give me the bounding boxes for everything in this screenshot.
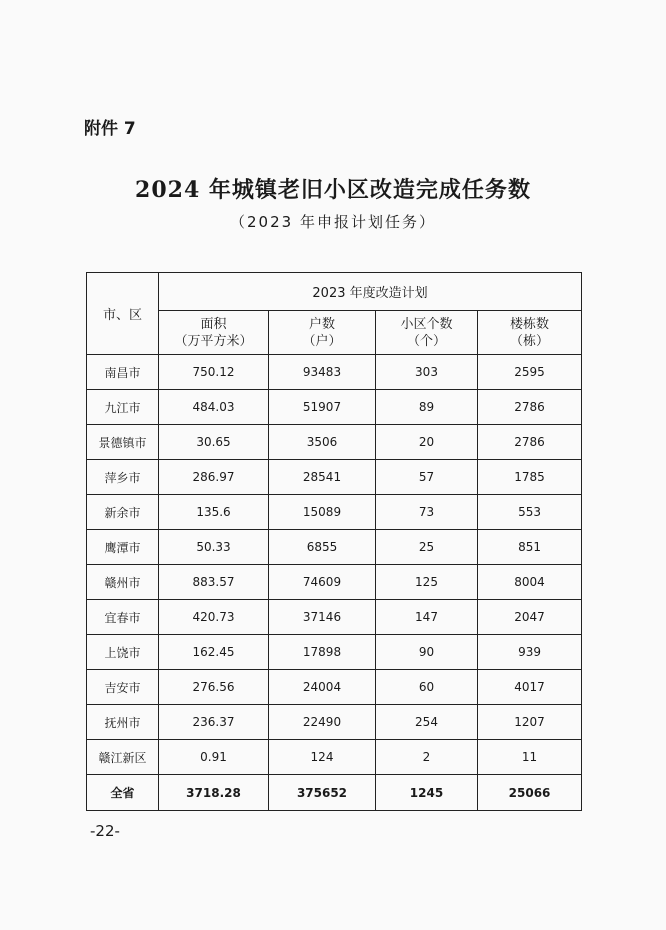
- communities-cell: 60: [376, 670, 478, 705]
- buildings-cell: 2047: [478, 600, 582, 635]
- buildings-cell: 553: [478, 495, 582, 530]
- communities-cell: 90: [376, 635, 478, 670]
- total-communities-cell: 1245: [376, 775, 478, 811]
- region-cell: 上饶市: [87, 635, 159, 670]
- region-cell: 鹰潭市: [87, 530, 159, 565]
- attachment-label: 附件 7: [84, 119, 136, 139]
- area-cell: 50.33: [159, 530, 269, 565]
- area-cell: 30.65: [159, 425, 269, 460]
- total-area-cell: 3718.28: [159, 775, 269, 811]
- buildings-cell: 1207: [478, 705, 582, 740]
- table-row: [87, 705, 582, 740]
- area-cell: 276.56: [159, 670, 269, 705]
- total-region-cell: 全省: [87, 775, 159, 811]
- buildings-cell: 851: [478, 530, 582, 565]
- buildings-header-name: 楼栋数: [510, 316, 550, 332]
- communities-cell: 89: [376, 390, 478, 425]
- table-row: [87, 600, 582, 635]
- communities-cell: 125: [376, 565, 478, 600]
- communities-header-name: 小区个数: [400, 316, 453, 332]
- table-row: [87, 460, 582, 495]
- total-buildings-cell: 25066: [478, 775, 582, 811]
- table-row: [87, 530, 582, 565]
- households-cell: 28541: [269, 460, 376, 495]
- table-row: [87, 740, 582, 775]
- buildings-cell: 8004: [478, 565, 582, 600]
- households-cell: 93483: [269, 355, 376, 390]
- communities-cell: 147: [376, 600, 478, 635]
- region-cell: 赣州市: [87, 565, 159, 600]
- region-cell: 抚州市: [87, 705, 159, 740]
- communities-cell: 254: [376, 705, 478, 740]
- region-cell: 吉安市: [87, 670, 159, 705]
- region-cell: 新余市: [87, 495, 159, 530]
- communities-cell: 57: [376, 460, 478, 495]
- communities-cell: 73: [376, 495, 478, 530]
- buildings-column-header: [478, 311, 582, 355]
- table-header-row: [87, 273, 582, 311]
- renovation-task-table: [86, 272, 582, 811]
- page-number: -22-: [90, 822, 120, 840]
- communities-column-header: [376, 311, 478, 355]
- communities-cell: 303: [376, 355, 478, 390]
- buildings-header-unit: （栋）: [510, 333, 550, 349]
- buildings-cell: 2786: [478, 425, 582, 460]
- area-column-header: [159, 311, 269, 355]
- table-row: [87, 390, 582, 425]
- households-cell: 17898: [269, 635, 376, 670]
- total-households-cell: 375652: [269, 775, 376, 811]
- table-row: [87, 635, 582, 670]
- households-cell: 124: [269, 740, 376, 775]
- households-column-header: [269, 311, 376, 355]
- communities-cell: 20: [376, 425, 478, 460]
- plan-column-group-header: 2023 年度改造计划: [159, 273, 582, 311]
- region-cell: 萍乡市: [87, 460, 159, 495]
- buildings-cell: 4017: [478, 670, 582, 705]
- document-title: 2024 年城镇老旧小区改造完成任务数: [135, 177, 531, 203]
- buildings-cell: 2786: [478, 390, 582, 425]
- table-row: [87, 355, 582, 390]
- region-column-header: 市、区: [87, 273, 159, 355]
- area-cell: 286.97: [159, 460, 269, 495]
- region-cell: 宜春市: [87, 600, 159, 635]
- area-cell: 750.12: [159, 355, 269, 390]
- table-row: [87, 495, 582, 530]
- households-cell: 37146: [269, 600, 376, 635]
- households-cell: 22490: [269, 705, 376, 740]
- households-cell: 6855: [269, 530, 376, 565]
- area-cell: 135.6: [159, 495, 269, 530]
- region-cell: 南昌市: [87, 355, 159, 390]
- table-row: [87, 565, 582, 600]
- households-cell: 24004: [269, 670, 376, 705]
- buildings-cell: 939: [478, 635, 582, 670]
- area-cell: 0.91: [159, 740, 269, 775]
- area-header-unit: （万平方米）: [174, 333, 253, 349]
- communities-cell: 25: [376, 530, 478, 565]
- table-subheader-row: [87, 311, 582, 355]
- households-cell: 74609: [269, 565, 376, 600]
- households-header-name: 户数: [308, 316, 335, 332]
- households-header-unit: （户）: [302, 333, 342, 349]
- table-total-row: [87, 775, 582, 811]
- area-cell: 883.57: [159, 565, 269, 600]
- area-header-name: 面积: [200, 316, 227, 332]
- table-row: [87, 425, 582, 460]
- households-cell: 51907: [269, 390, 376, 425]
- region-cell: 九江市: [87, 390, 159, 425]
- area-cell: 162.45: [159, 635, 269, 670]
- region-cell: 景德镇市: [87, 425, 159, 460]
- buildings-cell: 2595: [478, 355, 582, 390]
- document-subtitle: （2023 年申报计划任务）: [230, 213, 436, 231]
- households-cell: 15089: [269, 495, 376, 530]
- communities-cell: 2: [376, 740, 478, 775]
- buildings-cell: 11: [478, 740, 582, 775]
- communities-header-unit: （个）: [406, 333, 446, 349]
- area-cell: 420.73: [159, 600, 269, 635]
- region-cell: 赣江新区: [87, 740, 159, 775]
- table-row: [87, 670, 582, 705]
- buildings-cell: 1785: [478, 460, 582, 495]
- area-cell: 484.03: [159, 390, 269, 425]
- households-cell: 3506: [269, 425, 376, 460]
- area-cell: 236.37: [159, 705, 269, 740]
